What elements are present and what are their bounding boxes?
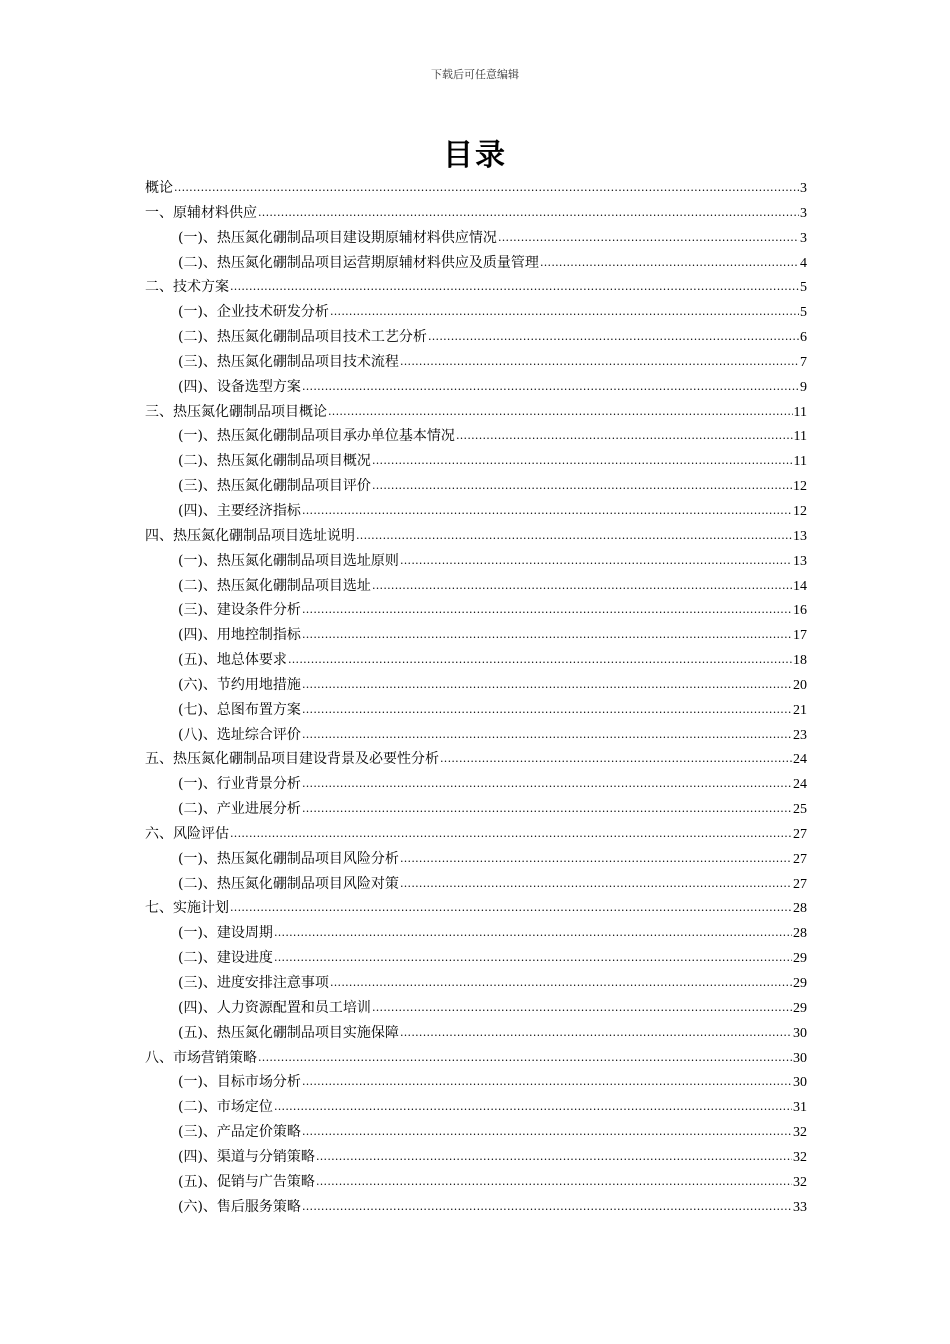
toc-entry-text: (五)、地总体要求 [178,652,287,669]
toc-dot-leader [230,898,792,912]
toc-page-number: 3 [800,230,807,246]
toc-dot-leader [498,228,799,242]
toc-entry-text: (八)、选址综合评价 [178,726,301,743]
toc-dot-leader [456,426,793,440]
toc-page-number: 6 [800,330,807,346]
toc-entry[interactable] [145,500,807,525]
toc-entry-text: 一、原辅材料供应 [145,204,257,221]
toc-dot-leader [230,824,792,838]
toc-page-number: 24 [793,777,807,793]
toc-page-number: 31 [793,1100,807,1116]
toc-page-number: 11 [793,404,807,420]
toc-dot-leader [316,1147,792,1161]
toc-page-number: 5 [800,305,807,321]
toc-dot-leader [356,526,792,540]
toc-page-number: 27 [793,851,807,867]
toc-entry[interactable] [145,1171,807,1196]
toc-page-number: 23 [793,727,807,743]
toc-dot-leader [302,774,792,788]
toc-entry[interactable] [145,1196,807,1221]
toc-dot-leader [330,302,799,316]
toc-title: 目录 [443,138,507,173]
toc-page-number: 3 [800,181,807,196]
toc-page-number: 5 [800,280,807,296]
toc-entry[interactable] [145,276,807,301]
toc-entry[interactable] [145,823,807,848]
toc-page-number: 30 [793,1050,807,1066]
toc-entry-text: (四)、用地控制指标 [178,627,301,644]
toc-page-number: 13 [793,528,807,544]
toc-page-number: 30 [793,1075,807,1091]
toc-entry[interactable] [145,873,807,898]
toc-entry[interactable] [145,351,807,376]
toc-page-number: 7 [800,354,807,370]
toc-dot-leader [288,650,792,664]
toc-page-number: 28 [793,901,807,917]
toc-entry[interactable] [145,922,807,947]
toc-page-number: 13 [793,553,807,569]
toc-dot-leader [302,725,792,739]
toc-page-number: 30 [793,1025,807,1041]
page-header: 下载后可任意编辑 [431,68,519,81]
toc-page-number: 3 [800,205,807,221]
toc-entry[interactable] [145,748,807,773]
toc-page-number: 29 [793,976,807,991]
toc-entry-text: 六、风险评估 [145,825,229,842]
toc-entry[interactable] [145,1146,807,1171]
toc-entry-text: (三)、进度安排注意事项 [178,975,329,991]
toc-entry-text: 三、热压氮化硼制品项目概论 [145,403,327,420]
toc-entry-text: (一)、热压氮化硼制品项目承办单位基本情况 [178,428,455,445]
toc-entry[interactable] [145,848,807,873]
toc-page-number: 24 [793,752,807,768]
toc-entry[interactable] [145,425,807,450]
toc-page-number: 9 [800,379,807,395]
toc-entry[interactable] [145,1022,807,1047]
toc-entry[interactable] [145,301,807,326]
toc-dot-leader [400,352,799,366]
toc-entry[interactable] [145,798,807,823]
toc-entry-text: (二)、热压氮化硼制品项目风险对策 [178,875,399,892]
toc-entry[interactable] [145,227,807,252]
toc-page-number: 14 [793,578,807,594]
toc-dot-leader [274,923,792,937]
toc-entry[interactable] [145,1071,807,1096]
toc-dot-leader [302,1122,792,1136]
toc-entry[interactable] [145,674,807,699]
toc-dot-leader [258,203,799,217]
toc-page-number: 11 [793,454,807,470]
toc-page-number: 17 [793,628,807,644]
toc-page-number: 20 [793,677,807,693]
toc-page-number: 18 [793,653,807,669]
toc-page-number: 27 [793,826,807,842]
toc-dot-leader [302,1072,792,1086]
toc-entry[interactable] [145,972,807,997]
toc-entry-text: 二、技术方案 [145,279,229,296]
toc-dot-leader [274,948,792,962]
toc-dot-leader [230,277,799,291]
toc-entry[interactable] [145,724,807,749]
toc-entry[interactable] [145,475,807,500]
toc-entry[interactable] [145,177,807,202]
toc-entry[interactable] [145,450,807,475]
toc-entry-text: (二)、热压氮化硼制品项目选址 [178,577,371,594]
toc-entry-text: (三)、热压氮化硼制品项目技术流程 [178,353,399,370]
toc-entry-text: (二)、热压氮化硼制品项目运营期原辅材料供应及质量管理 [178,254,539,271]
toc-entry-text: (二)、建设进度 [178,950,273,967]
toc-entry-text: (一)、热压氮化硼制品项目风险分析 [178,850,399,867]
toc-page-number: 21 [793,702,807,718]
toc-dot-leader [258,1048,792,1062]
toc-entry-text: (六)、售后服务策略 [178,1198,301,1215]
toc-entry-text: (二)、热压氮化硼制品项目技术工艺分析 [178,329,427,346]
toc-page-number: 16 [793,603,807,619]
toc-entry-text: (四)、主要经济指标 [178,502,301,519]
toc-entry[interactable] [145,575,807,600]
toc-entry[interactable] [145,897,807,922]
toc-dot-leader [440,749,792,763]
toc-page-number: 12 [793,479,807,495]
toc-entry[interactable] [145,947,807,972]
toc-entry-text: (一)、目标市场分析 [178,1074,301,1091]
toc-entry-text: (四)、渠道与分销策略 [178,1148,315,1165]
toc-entry[interactable] [145,624,807,649]
toc-dot-leader [372,476,792,490]
toc-entry-text: 概论 [145,180,173,196]
toc-entry-text: (一)、企业技术研发分析 [178,304,329,321]
toc-dot-leader [316,1172,792,1186]
toc-entry-text: (三)、产品定价策略 [178,1124,301,1141]
toc-entry[interactable] [145,550,807,575]
toc-dot-leader [372,451,793,465]
toc-entry-text: 五、热压氮化硼制品项目建设背景及必要性分析 [145,751,439,768]
toc-entry[interactable] [145,997,807,1022]
toc-page-number: 27 [793,876,807,892]
toc-dot-leader [428,327,799,341]
toc-entry[interactable] [145,252,807,277]
toc-dot-leader [400,1023,792,1037]
toc-entry[interactable] [145,699,807,724]
toc-dot-leader [540,253,799,267]
toc-entry-text: (二)、市场定位 [178,1099,273,1116]
toc-entry-text: (一)、热压氮化硼制品项目建设期原辅材料供应情况 [178,229,497,246]
toc-entry[interactable] [145,1121,807,1146]
toc-entry-text: (五)、热压氮化硼制品项目实施保障 [178,1024,399,1041]
toc-page-number: 32 [793,1174,807,1190]
toc-entry-text: (三)、热压氮化硼制品项目评价 [178,478,371,495]
toc-dot-leader [328,402,793,416]
toc-dot-leader [302,600,792,614]
toc-entry-text: (四)、设备选型方案 [178,378,301,395]
toc-entry-text: (一)、建设周期 [178,925,273,942]
toc-entry-text: (一)、热压氮化硼制品项目选址原则 [178,552,399,569]
toc-entry[interactable] [145,1047,807,1072]
toc-entry[interactable] [145,599,807,624]
table-of-contents [145,177,807,1220]
toc-dot-leader [174,178,799,192]
toc-entry-text: (四)、人力资源配置和员工培训 [178,999,371,1016]
toc-page-number: 4 [800,255,807,271]
toc-entry[interactable] [145,326,807,351]
toc-dot-leader [274,1097,792,1111]
toc-page-number: 29 [793,951,807,967]
toc-entry-text: 四、热压氮化硼制品项目选址说明 [145,527,355,544]
toc-entry[interactable] [145,202,807,227]
toc-page-number: 32 [793,1149,807,1165]
toc-entry[interactable] [145,525,807,550]
toc-dot-leader [302,625,792,639]
toc-entry[interactable] [145,1096,807,1121]
toc-entry-text: (二)、热压氮化硼制品项目概况 [178,453,371,470]
toc-dot-leader [330,973,792,987]
toc-page-number: 11 [793,429,807,445]
toc-entry-text: 七、实施计划 [145,900,229,917]
toc-page-number: 29 [793,1000,807,1016]
toc-entry[interactable] [145,376,807,401]
toc-dot-leader [302,799,792,813]
toc-dot-leader [372,576,792,590]
toc-entry-text: 八、市场营销策略 [145,1049,257,1066]
toc-entry-text: (六)、节约用地措施 [178,676,301,693]
toc-page-number: 28 [793,926,807,942]
toc-page-number: 12 [793,503,807,519]
toc-entry[interactable] [145,649,807,674]
toc-page-number: 25 [793,802,807,818]
toc-dot-leader [302,1197,792,1211]
toc-entry-text: (七)、总图布置方案 [178,701,301,718]
toc-dot-leader [400,551,792,565]
toc-page-number: 32 [793,1125,807,1141]
toc-page-number: 33 [793,1199,807,1215]
toc-dot-leader [400,874,792,888]
toc-dot-leader [302,501,792,515]
toc-dot-leader [400,849,792,863]
toc-entry-text: (一)、行业背景分析 [178,776,301,793]
toc-entry[interactable] [145,773,807,798]
toc-dot-leader [302,675,792,689]
toc-entry-text: (三)、建设条件分析 [178,602,301,619]
toc-entry-text: (五)、促销与广告策略 [178,1173,315,1190]
toc-entry-text: (二)、产业进展分析 [178,801,301,818]
toc-dot-leader [302,377,799,391]
toc-dot-leader [372,998,792,1012]
toc-dot-leader [302,700,792,714]
toc-entry[interactable] [145,401,807,426]
